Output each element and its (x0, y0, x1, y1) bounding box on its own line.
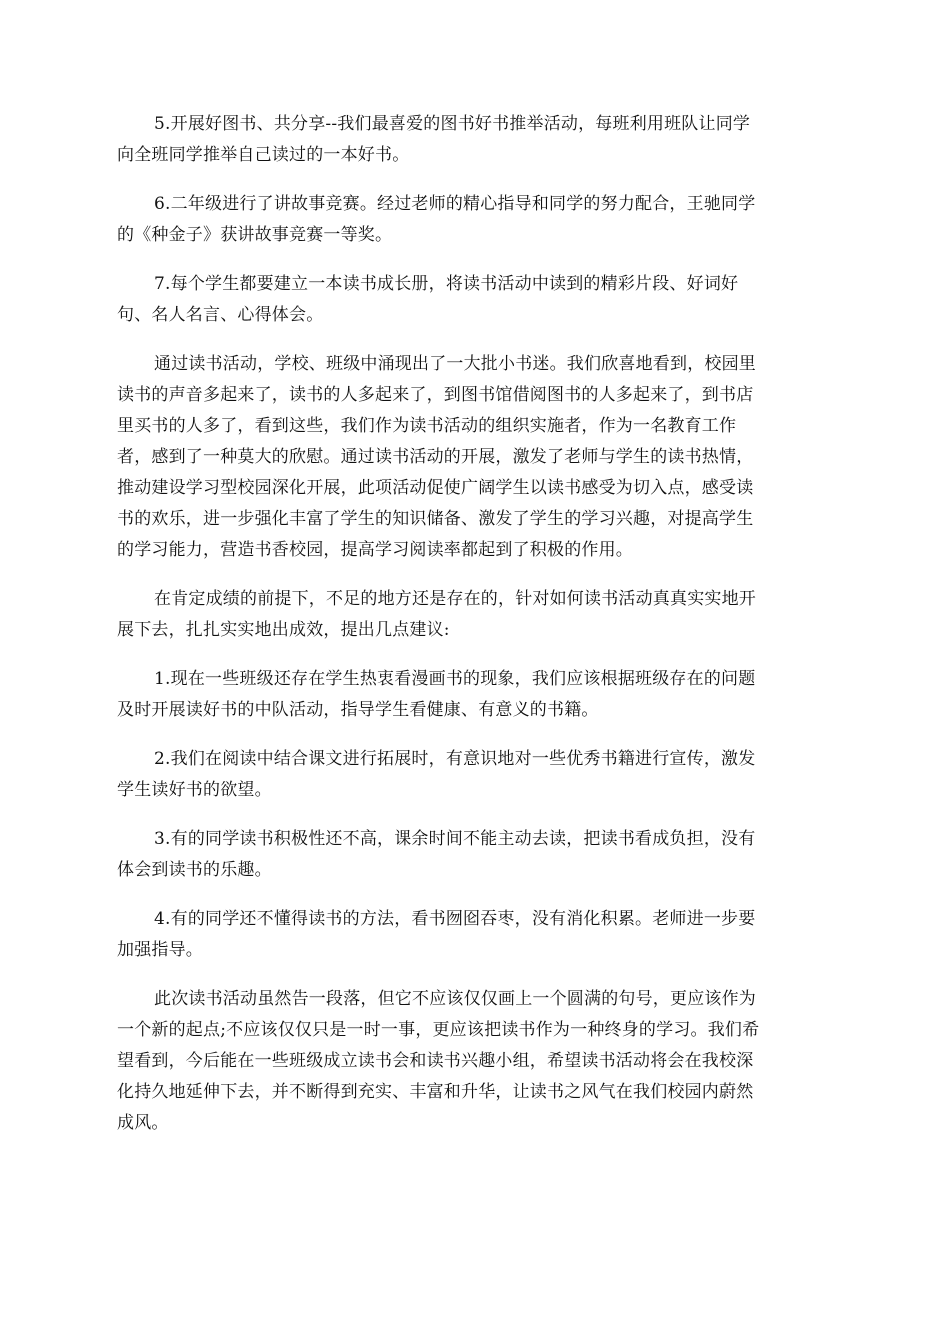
paragraph-conclusion (117, 984, 829, 1139)
paragraph-item-6 (117, 189, 829, 251)
text-line: 通过读书活动，学校、班级中涌现出了一大批小书迷。我们欣喜地看到，校园里 (154, 354, 756, 374)
text-line: 者，感到了一种莫大的欣慰。通过读书活动的开展，激发了老师与学生的读书热情， (117, 447, 754, 467)
paragraph-achievements (117, 349, 829, 566)
text-line: 3.有的同学读书积极性还不高，课余时间不能主动去读，把读书看成负担，没有 (154, 829, 756, 849)
text-line: 2.我们在阅读中结合课文进行拓展时，有意识地对一些优秀书籍进行宣传，激发 (154, 749, 756, 769)
text-line: 6.二年级进行了讲故事竞赛。经过老师的精心指导和同学的努力配合，王驰同学 (154, 194, 756, 214)
paragraph-suggestion-2 (117, 744, 829, 806)
text-line: 学生读好书的欲望。 (117, 780, 272, 800)
text-line: 及时开展读好书的中队活动，指导学生看健康、有意义的书籍。 (117, 700, 599, 720)
paragraph-suggestion-3 (117, 824, 829, 886)
document-body (117, 109, 829, 1157)
text-line: 望看到，今后能在一些班级成立读书会和读书兴趣小组，希望读书活动将会在我校深 (117, 1051, 754, 1071)
text-line: 4.有的同学还不懂得读书的方法，看书囫囵吞枣，没有消化积累。老师进一步要 (154, 909, 756, 929)
text-line: 加强指导。 (117, 940, 203, 960)
text-line: 化持久地延伸下去，并不断得到充实、丰富和升华，让读书之风气在我们校园内蔚然 (117, 1082, 754, 1102)
text-line: 在肯定成绩的前提下，不足的地方还是存在的，针对如何读书活动真真实实地开 (154, 589, 756, 609)
paragraph-item-7 (117, 269, 829, 331)
paragraph-suggestion-4 (117, 904, 829, 966)
text-line: 展下去，扎扎实实地出成效，提出几点建议: (117, 620, 450, 640)
text-line: 体会到读书的乐趣。 (117, 860, 272, 880)
text-line: 一个新的起点;不应该仅仅只是一时一事，更应该把读书作为一种终身的学习。我们希 (117, 1020, 760, 1040)
text-line: 读书的声音多起来了，读书的人多起来了，到图书馆借阅图书的人多起来了，到书店 (117, 385, 754, 405)
text-line: 1.现在一些班级还存在学生热衷看漫画书的现象，我们应该根据班级存在的问题 (154, 669, 756, 689)
text-line: 7.每个学生都要建立一本读书成长册，将读书活动中读到的精彩片段、好词好 (154, 274, 739, 294)
paragraph-suggestion-1 (117, 664, 829, 726)
text-line: 5.开展好图书、共分享--我们最喜爱的图书好书推举活动，每班利用班队让同学 (154, 114, 751, 134)
text-line: 句、名人名言、心得体会。 (117, 305, 324, 325)
text-line: 的《种金子》获讲故事竞赛一等奖。 (117, 225, 393, 245)
text-line: 推动建设学习型校园深化开展，此项活动促使广阔学生以读书感受为切入点，感受读 (117, 478, 754, 498)
paragraph-shortcomings-intro (117, 584, 829, 646)
text-line: 书的欢乐，进一步强化丰富了学生的知识储备、激发了学生的学习兴趣，对提高学生 (117, 509, 754, 529)
text-line: 里买书的人多了，看到这些，我们作为读书活动的组织实施者，作为一名教育工作 (117, 416, 737, 436)
text-line: 成风。 (117, 1113, 169, 1133)
text-line: 的学习能力，营造书香校园，提高学习阅读率都起到了积极的作用。 (117, 540, 633, 560)
text-line: 向全班同学推举自己读过的一本好书。 (117, 145, 410, 165)
paragraph-item-5 (117, 109, 829, 171)
text-line: 此次读书活动虽然告一段落，但它不应该仅仅画上一个圆满的句号，更应该作为 (154, 989, 756, 1009)
